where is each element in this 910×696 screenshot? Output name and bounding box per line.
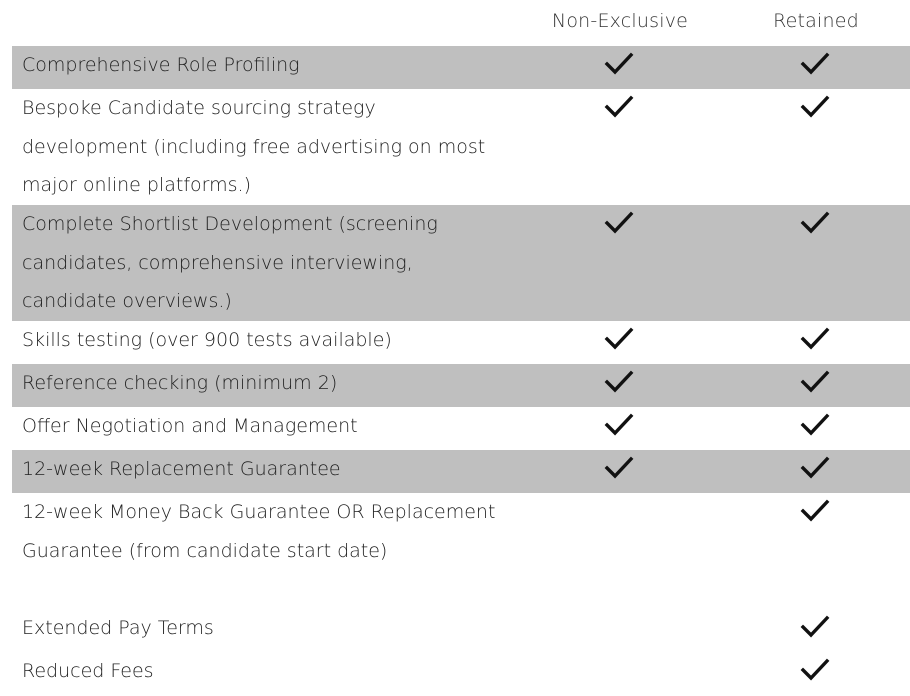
column-header-non-exclusive: Non-Exclusive <box>551 10 689 32</box>
feature-label: Offer Negotiation and Management <box>22 415 358 437</box>
table-row <box>12 609 910 652</box>
comparison-table <box>12 46 910 695</box>
checkmark-icon <box>800 51 830 77</box>
checkmark-icon <box>800 412 830 438</box>
checkmark-icon <box>604 369 634 395</box>
checkmark-icon <box>800 657 830 683</box>
column-header-retained: Retained <box>773 10 859 32</box>
table-row <box>12 321 910 364</box>
table-row <box>12 407 910 450</box>
checkmark-icon <box>604 94 634 120</box>
table-row <box>12 89 910 205</box>
checkmark-icon <box>604 210 634 236</box>
table-row <box>12 493 910 609</box>
table-row <box>12 364 910 407</box>
checkmark-icon <box>604 326 634 352</box>
feature-label: Reduced Fees <box>22 660 154 682</box>
table-row <box>12 652 910 695</box>
checkmark-icon <box>604 455 634 481</box>
feature-label: 12-week Money Back Guarantee OR Replacement Guarantee (from candidate start date) <box>22 501 496 562</box>
feature-label: Reference checking (minimum 2) <box>22 372 338 394</box>
feature-label: Comprehensive Role Profiling <box>22 54 300 76</box>
checkmark-icon <box>800 326 830 352</box>
checkmark-icon <box>800 369 830 395</box>
checkmark-icon <box>800 210 830 236</box>
checkmark-icon <box>800 614 830 640</box>
checkmark-icon <box>800 94 830 120</box>
feature-label: Bespoke Candidate sourcing strategy development (including free advertising on most major online platforms.) <box>22 97 486 196</box>
checkmark-icon <box>800 455 830 481</box>
feature-label: Skills testing (over 900 tests available) <box>22 329 392 351</box>
table-row <box>12 205 910 321</box>
table-header <box>12 0 910 46</box>
feature-label: Extended Pay Terms <box>22 617 214 639</box>
table-row <box>12 46 910 89</box>
feature-label: 12-week Replacement Guarantee <box>22 458 341 480</box>
checkmark-icon <box>604 51 634 77</box>
table-row <box>12 450 910 493</box>
checkmark-icon <box>800 498 830 524</box>
checkmark-icon <box>604 412 634 438</box>
feature-label: Complete Shortlist Development (screening candidates, comprehensive interviewing, candidate overviews.) <box>22 213 438 312</box>
